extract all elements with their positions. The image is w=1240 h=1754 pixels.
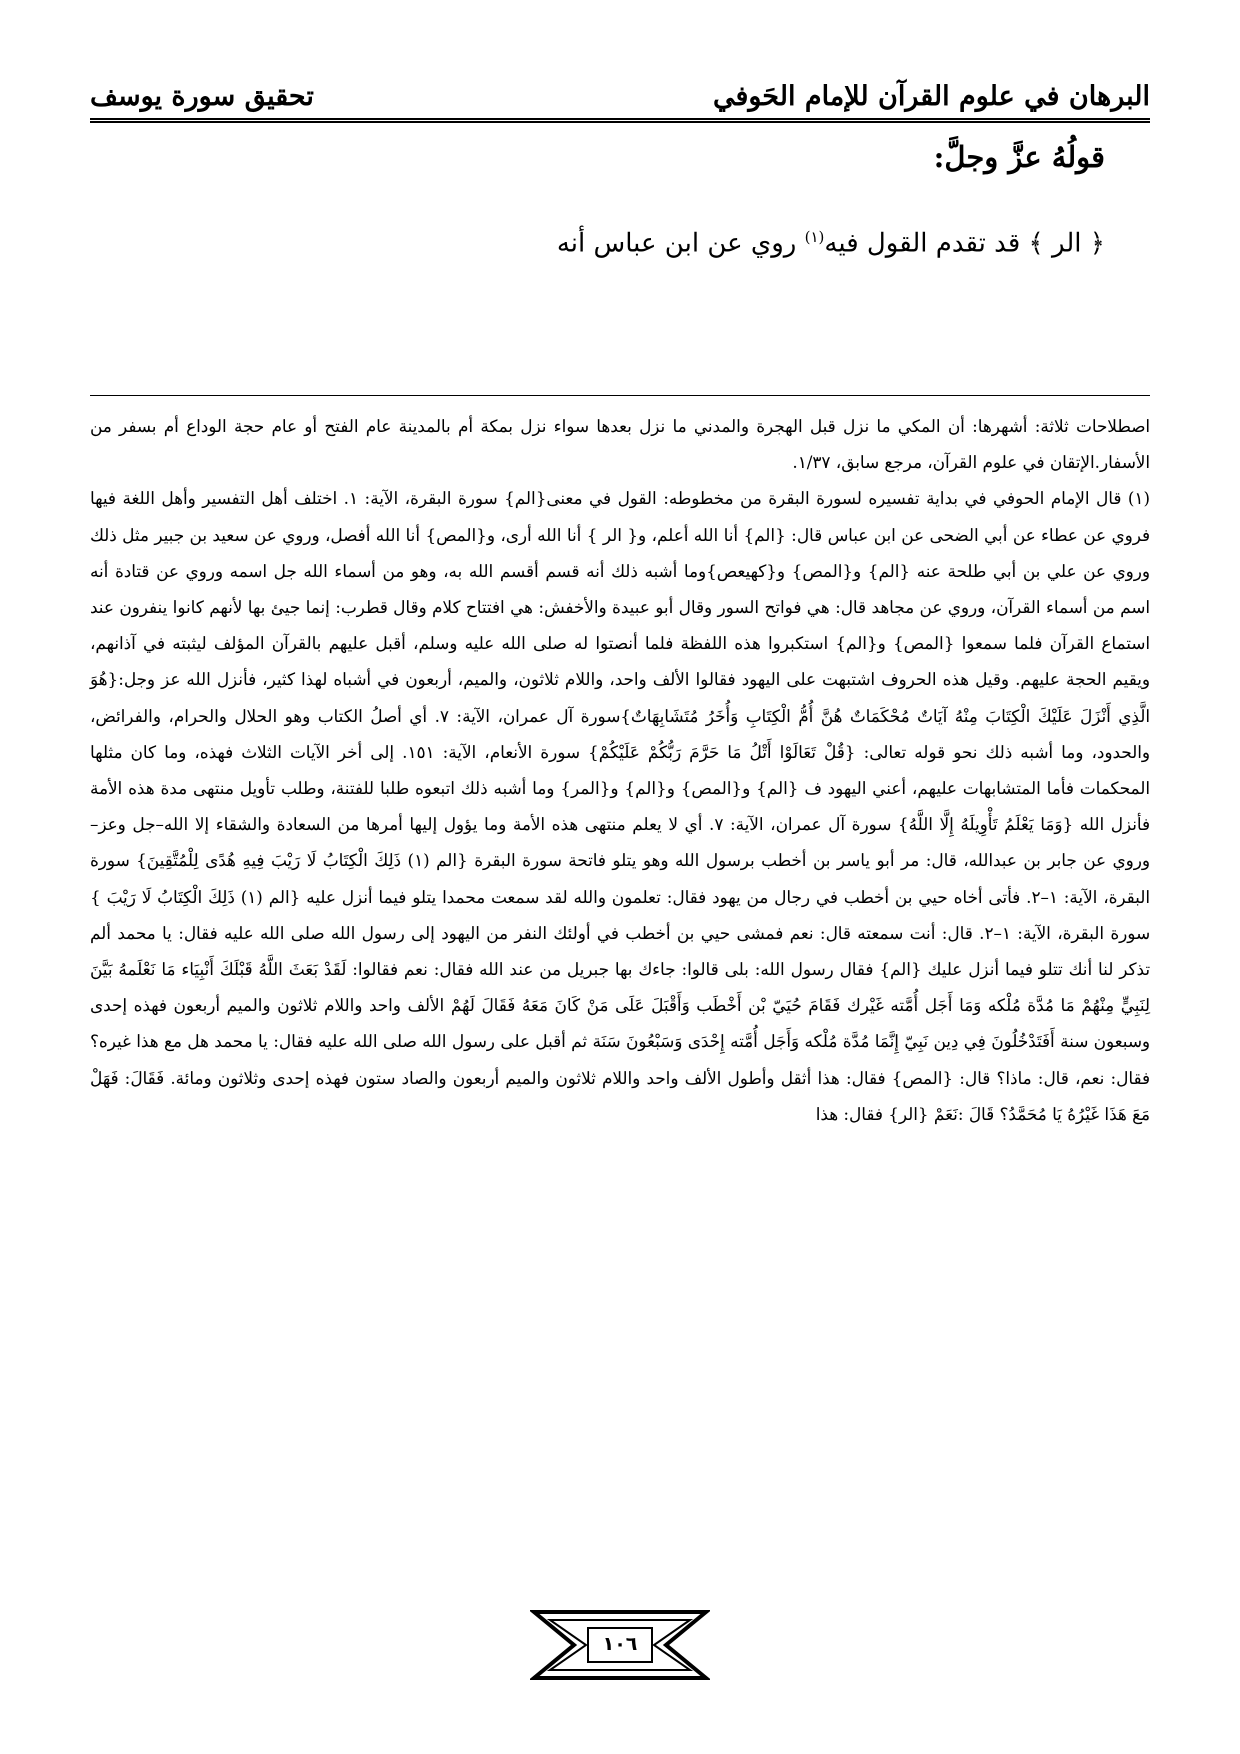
running-header <box>90 72 1150 123</box>
footnote-continuation: اصطلاحات ثلاثة: أشهرها: أن المكي ما نزل قبل الهجرة والمدني ما نزل بعدها سواء نزل بمكة أم بالمدينة عام الفتح أو عام حجة الوداع أم بسفر من الأسفار.الإتقان في علوم القرآن، مرجع سابق، ١/٣٧. <box>90 416 1150 473</box>
verse-text: ﴿ الر ﴾ قد تقدم القول فيه <box>824 228 1105 259</box>
verse-rest: روي عن ابن عباس أنه <box>556 228 797 259</box>
footnote-1: (١) قال الإمام الحوفي في بداية تفسيره لسورة البقرة من مخطوطه: القول في معنى{الم} سورة البقرة، الآية: ١. اختلف أهل التفسير وأهل اللغة فيها فروي عن عطاء عن أبي الضحى عن ابن عباس قال: {الم} أنا الله أعلم، و{ الر } أنا الله أرى، و{المص} أنا الله أفصل، وروي عن سعيد بن جبير مثل ذلك وروي عن علي بن أبي طلحة عنه {الم} و{المص} و{كهيعص}وما أشبه ذلك أنه قسم أقسم الله به، وهو من أسماء الله جل اسمه وروي عن قتادة أنه اسم من أسماء القرآن، وروي عن مجاهد قال: هي فواتح السور وقال أبو عبيدة والأخفش: هي افتتاح كلام وقال قطرب: إنما جيئ بها لأنهم كانوا ينفرون عند استماع القرآن فلما سمعوا {المص} و{الم} استكبروا هذه اللفظة فلما أنصتوا له صلى الله عليه وسلم، أقبل عليهم بالقرآن المؤلف ليثبته في آذانهم، ويقيم الحجة عليهم. وقيل هذه الحروف اشتبهت على اليهود فقالوا الألف واحد، واللام ثلاثون، والميم، أربعون في أشباه لهذا كثير، فأنزل الله عز وجل:{هُوَ الَّذِي أَنْزَلَ عَلَيْكَ الْكِتَابَ مِنْهُ آيَاتٌ مُحْكَمَاتٌ هُنَّ أُمُّ الْكِتَابِ وَأُخَرُ مُتَشَابِهَاتٌ}سورة آل عمران، الآية: ٧. أي أصلُ الكتاب وهو الحلال والحرام، والفرائض، والحدود، وما أشبه ذلك نحو قوله تعالى: {قُلْ تَعَالَوْا أَتْلُ مَا حَرَّمَ رَبُّكُمْ عَلَيْكُمْ} سورة الأنعام، الآية: ١٥١. إلى أخر الآيات الثلاث فهذه، وما كان مثلها المحكمات فأما المتشابهات عليهم، أعني اليهود ف {الم} و{المص} و{الم} و{المر} وما أشبه ذلك اتبعوه طلبا للفتنة، وطلب تأويل منتهى مدة هذه الأمة فأنزل الله {وَمَا يَعْلَمُ تَأْوِيلَهُ إِلَّا اللَّهُ} سورة آل عمران، الآية: ٧. أي لا يعلم منتهى هذه الأمة وما يؤول إليها أمرها من السعادة والشقاء إلا الله–جل وعز– وروي عن جابر بن عبدالله، قال: مر أبو ياسر بن أخطب برسول الله وهو يتلو فاتحة سورة البقرة {الم (١) ذَلِكَ الْكِتَابُ لَا رَيْبَ فِيهِ هُدًى لِلْمُتَّقِينَ} سورة البقرة، الآية: ١–٢. فأتى أخاه حيي بن أخطب في رجال من يهود فقال: تعلمون والله لقد سمعت محمدا يتلو فيما أنزل عليه {الم (١) ذَلِكَ الْكِتَابُ لَا رَيْبَ }سورة البقرة، الآية: ١–٢. قال: أنت سمعته قال: نعم فمشى حيي بن أخطب في أولئك النفر من اليهود إلى رسول الله صلى الله عليه فقال: يا محمد ألم تذكر لنا أنك تتلو فيما أنزل عليك {الم} فقال رسول الله: بلى قالوا: جاءك بها جبريل من عند الله فقال: نعم فقالوا: لَقَدْ بَعَثَ اللَّهُ قَبْلَكَ أَنْبِيَاء مَا نَعْلَمهُ بَيَّنَ لِنَبِيٍّ مِنْهُمْ مَا مُدَّة مُلْكه وَمَا أَجَل أُمَّته غَيْرك فَقَامَ حُيَيّ بْن أَخْطَب وَأَقْبَلَ عَلَى مَنْ كَانَ مَعَهُ فَقَالَ لَهُمْ الألف واحد واللام ثلاثون والميم أربعون فهذه إحدى وسبعون سنة أَفَتَدْخُلُونَ فِي دِين نَبِيّ إِنَّمَا مُدَّة مُلْكه وَأَجَل أُمَّته إِحْدَى وَسَبْعُونَ سَنَة ثم أقبل على رسول الله صلى الله عليه فقال: يا محمد هل مع هذا غيره؟ فقال: نعم، قال: ماذا؟ قال: {المص} فقال: هذا أثقل وأطول الألف واحد واللام ثلاثون والميم أربعون والصاد ستون فهذه إحدى وثلاثون ومائة. فَقَالَ: فَهَلْ مَعَ هَذَا غَيْرُهُ يَا مُحَمَّدُ؟ قَالَ :نَعَمْ {الر} فقال: هذا <box>90 488 1151 1124</box>
footnotes <box>90 408 1150 1132</box>
footnote-ref: (١) <box>804 228 825 246</box>
verse-line <box>557 228 1105 259</box>
section-title: تحقيق سورة يوسف <box>90 81 314 112</box>
book-title: البرهان في علوم القرآن للإمام الحَوفي <box>712 81 1150 112</box>
page-heading: قولُهُ عزَّ وجلَّ: <box>933 140 1105 174</box>
page-number: ١٠٦ <box>602 1633 638 1655</box>
footnote-divider <box>90 395 1150 396</box>
